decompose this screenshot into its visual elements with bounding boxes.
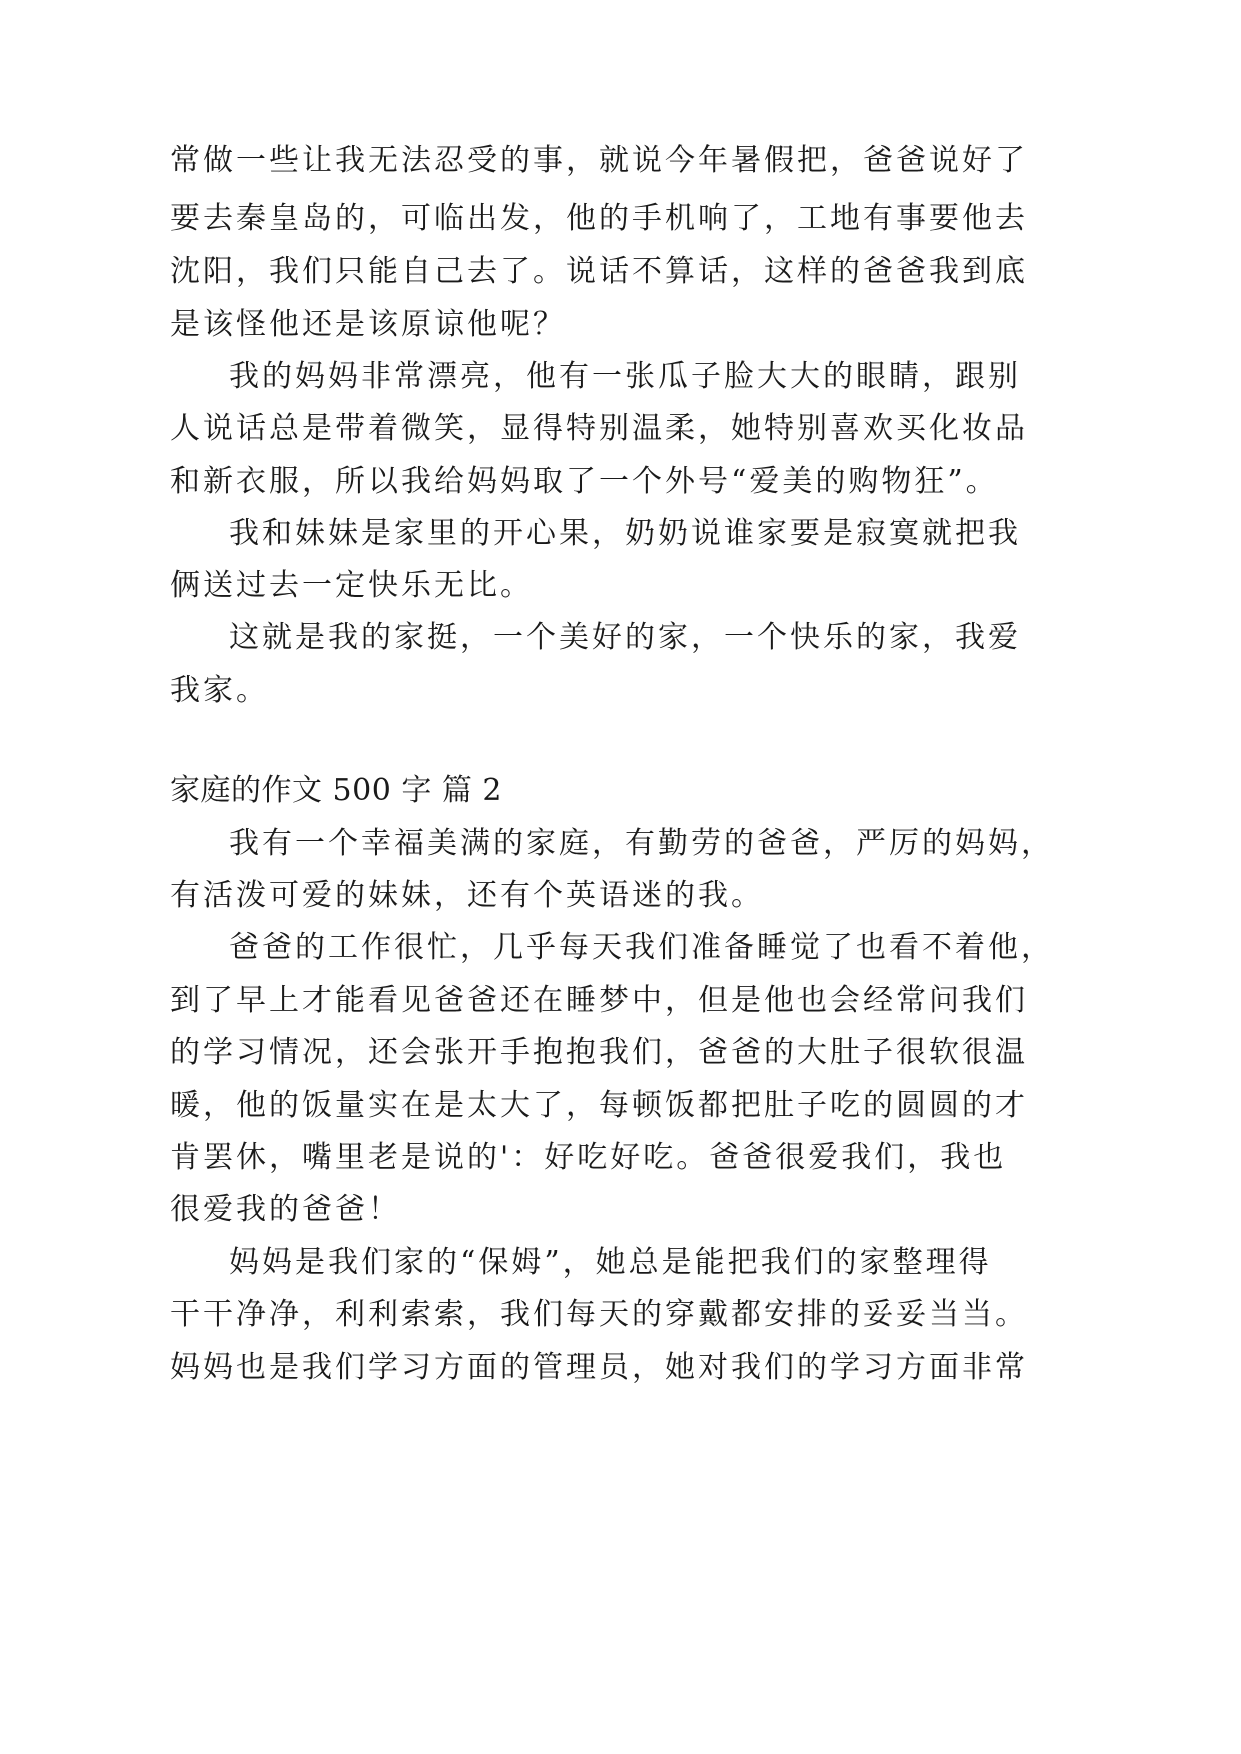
text-line: 俩送过去一定快乐无比。: [170, 568, 533, 603]
text-line: 沈阳，我们只能自己去了。说话不算话，这样的爸爸我到底: [170, 254, 1028, 289]
text-line: 妈妈也是我们学习方面的管理员，她对我们的学习方面非常: [170, 1350, 1028, 1385]
text-line: 我家。: [170, 673, 269, 708]
text-line: 有活泼可爱的妹妹，还有个英语迷的我。: [170, 878, 764, 913]
text-line: 爸爸的工作很忙，几乎每天我们准备睡觉了也看不着他，: [229, 930, 1054, 965]
text-line: 干干净净，利利索索，我们每天的穿戴都安排的妥妥当当。: [170, 1297, 1028, 1332]
text-line: 肯罢休，嘴里老是说的'：好吃好吃。爸爸很爱我们，我也: [170, 1140, 1007, 1175]
text-line: 暖，他的饭量实在是太大了，每顿饭都把肚子吃的圆圆的才: [170, 1088, 1028, 1123]
text-line: 妈妈是我们家的“保姆”，她总是能把我们的家整理得: [229, 1245, 992, 1280]
text-line: 我有一个幸福美满的家庭，有勤劳的爸爸，严厉的妈妈，: [229, 826, 1054, 861]
text-line: 和新衣服，所以我给妈妈取了一个外号“爱美的购物狂”。: [170, 464, 999, 499]
text-line: 人说话总是带着微笑，显得特别温柔，她特别喜欢买化妆品: [170, 411, 1028, 446]
text-line: 到了早上才能看见爸爸还在睡梦中，但是他也会经常问我们: [170, 983, 1028, 1018]
text-line: 要去秦皇岛的，可临出发，他的手机响了，工地有事要他去: [170, 201, 1028, 236]
section-heading: 家庭的作文 500 字 篇 2: [170, 773, 502, 808]
text-line: 这就是我的家挺，一个美好的家，一个快乐的家，我爱: [229, 620, 1021, 655]
text-line: 常做一些让我无法忍受的事，就说今年暑假把，爸爸说好了: [170, 143, 1028, 178]
text-line: 的学习情况，还会张开手抱抱我们，爸爸的大肚子很软很温: [170, 1035, 1028, 1070]
text-line: 很爱我的爸爸！: [170, 1192, 401, 1227]
text-line: 我的妈妈非常漂亮，他有一张瓜子脸大大的眼睛，跟别: [229, 359, 1021, 394]
text-line: 我和妹妹是家里的开心果，奶奶说谁家要是寂寞就把我: [229, 516, 1021, 551]
text-line: 是该怪他还是该原谅他呢？: [170, 307, 566, 342]
